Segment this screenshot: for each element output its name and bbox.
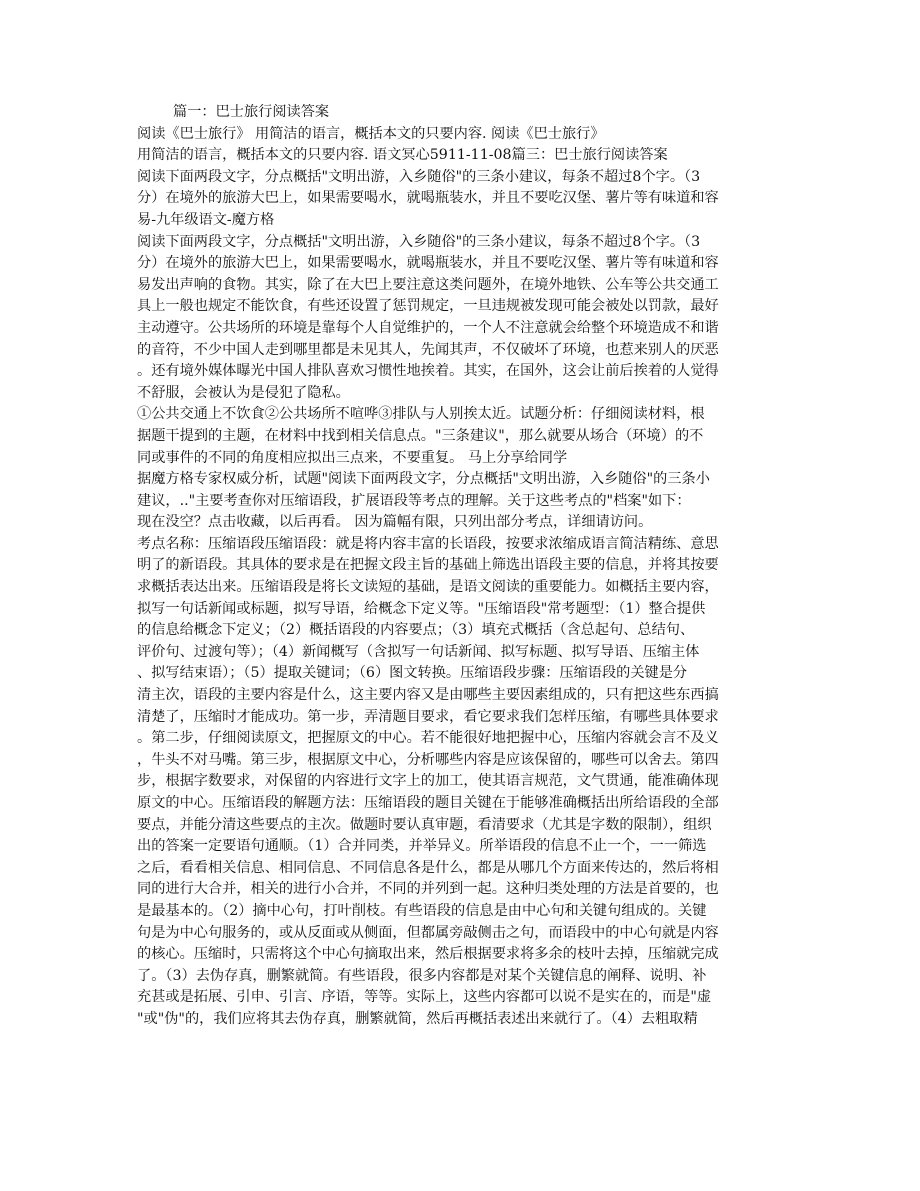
text-line: 之后，看看相关信息、相同信息、不同信息各是什么，都是从哪几个方面来传达的，然后将相: [137, 859, 719, 876]
text-line: 要点，并能分清这些要点的主次。做题时要认真审题，看清要求（尤其是字数的限制），组织: [137, 816, 712, 833]
text-line: "或"伪"的，我们应将其去伪存真，删繁就简，然后再概括表述出来就行了。（4）去粗取精: [137, 1010, 698, 1027]
text-line: 的信息给概念下定义；（2）概括语段的内容要点；（3）填充式概括（含总起句、总结句、: [137, 622, 695, 639]
text-line: 不舒服，会被认为是侵犯了隐私。: [137, 384, 350, 401]
text-line: 句是为中心句服务的，或从反面或从侧面，但都属旁敲侧击之句，而语段中的中心句就是内容: [137, 924, 719, 941]
document-body: [137, 102, 787, 1031]
text-line: 阅读《巴士旅行》 用简洁的语言，概括本文的只要内容. 阅读《巴士旅行》: [137, 125, 605, 142]
text-line: 阅读下面两段文字，分点概括"文明出游，入乡随俗"的三条小建议，每条不超过8个字。（3: [137, 168, 701, 185]
text-line: 是最基本的。（2）摘中心句，打叶削枝。有些语段的信息是由中心句和关键句组成的。关键: [137, 902, 707, 919]
text-line: ，牛头不对马嘴。第三步，根据原文中心，分析哪些内容是应该保留的，哪些可以舍去。第四: [137, 751, 719, 768]
text-line: 了。（3）去伪存真，删繁就简。有些语段，很多内容都是对某个关键信息的阐释、说明、补: [137, 967, 707, 984]
text-line: 明了的新语段。其具体的要求是在把握文段主旨的基础上筛选出语段主要的信息，并将其按要: [137, 557, 719, 574]
text-line: 易-九年级语文-魔方格: [137, 211, 275, 228]
text-line: 拟写一句话新闻或标题，拟写导语，给概念下定义等。"压缩语段"常考题型：（1）整合提供: [137, 600, 706, 617]
text-line: 据题干提到的主题，在材料中找到相关信息点。"三条建议"，那么就要从场合（环境）的不: [137, 427, 704, 444]
text-line: 分）在境外的旅游大巴上，如果需要喝水，就喝瓶装水，并且不要吃汉堡、薯片等有味道和容: [137, 190, 719, 207]
text-line: 现在没空？点击收藏，以后再看。 因为篇幅有限，只列出部分考点，详细请访问。: [137, 514, 653, 531]
text-line: 清楚了，压缩时才能成功。第一步，弄清题目要求，看它要求我们怎样压缩，有哪些具体要求: [137, 708, 719, 725]
text-line: 用简洁的语言，概括本文的只要内容. 语文冥心5911-11-08篇三：巴士旅行阅读答案: [137, 147, 668, 164]
text-line: 清主次，语段的主要内容是什么，这主要内容又是由哪些主要因素组成的，只有把这些东西搞: [137, 687, 719, 704]
text-line: 同的进行大合并，相关的进行小合并，不同的并列到一起。这种归类处理的方法是首要的，也: [137, 881, 719, 898]
text-line: 。第二步，仔细阅读原文，把握原文的中心。若不能很好地把握中心，压缩内容就会言不及义: [137, 730, 719, 747]
text-line: 同或事件的不同的角度相应拟出三点来，不要重复。 马上分享给同学: [137, 449, 568, 466]
text-line: 的核心。压缩时，只需将这个中心句摘取出来，然后根据要求将多余的枝叶去掉，压缩就完成: [137, 946, 719, 963]
text-line: 据魔方格专家权威分析，试题"阅读下面两段文字，分点概括"文明出游，入乡随俗"的三条小: [137, 471, 710, 488]
text-line: 具上一般也规定不能饮食，有些还设置了惩罚规定，一旦违规被发现可能会被处以罚款，最好: [137, 298, 719, 315]
text-line: 主动遵守。公共场所的环境是靠每个人自觉维护的，一个人不注意就会给整个环境造成不和谐: [137, 319, 719, 336]
text-line: 评价句、过渡句等）；（4）新闻概写（含拟写一句话新闻、拟写标题、拟写导语、压缩主体: [137, 643, 700, 660]
text-line: 建议，.."主要考查你对压缩语段，扩展语段等考点的理解。关于这些考点的"档案"如下：: [137, 492, 691, 509]
text-line: 原文的中心。压缩语段的解题方法：压缩语段的题目关键在于能够准确概括出所给语段的全部: [137, 795, 719, 811]
text-line: 求概括表达出来。压缩语段是将长文读短的基础，是语文阅读的重要能力。如概括主要内容，: [137, 579, 719, 596]
text-line: 出的答案一定要语句通顺。（1）合并同类，并举异义。所举语段的信息不止一个，一一筛选: [137, 838, 707, 855]
text-line: 分）在境外的旅游大巴上，如果需要喝水，就喝瓶装水，并且不要吃汉堡、薯片等有味道和容: [137, 255, 719, 272]
text-line: ①公共交通上不饮食②公共场所不喧哗③排队与人别挨太近。试题分析：仔细阅读材料，根: [137, 406, 705, 423]
text-line: 的音符，不少中国人走到哪里都是未见其人，先闻其声，不仅破坏了环境，也惹来别人的厌恶: [137, 341, 719, 358]
text-line: 。还有境外媒体曝光中国人排队喜欢习惯性地挨着。其实，在国外，这会让前后挨着的人觉得: [137, 363, 719, 380]
document-title: 篇一：巴士旅行阅读答案: [173, 104, 330, 120]
text-line: 、拟写结束语）；（5）提取关键词；（6）图文转换。压缩语段步骤：压缩语段的关键是分: [137, 665, 688, 682]
text-line: 阅读下面两段文字，分点概括"文明出游，入乡随俗"的三条小建议，每条不超过8个字。（3: [137, 233, 701, 250]
text-line: 易发出声响的食物。其实，除了在大巴上要注意这类问题外，在境外地铁、公车等公共交通工: [137, 276, 719, 293]
text-line: 考点名称：压缩语段压缩语段：就是将内容丰富的长语段，按要求浓缩成语言简洁精练、意思: [137, 535, 719, 552]
text-line: 充甚或是拓展、引申、引言、序语，等等。实际上，这些内容都可以说不是实在的，而是"虚: [137, 989, 712, 1006]
text-line: 步，根据字数要求，对保留的内容进行文字上的加工，使其语言规范，文气贯通，能准确体现: [137, 773, 719, 790]
